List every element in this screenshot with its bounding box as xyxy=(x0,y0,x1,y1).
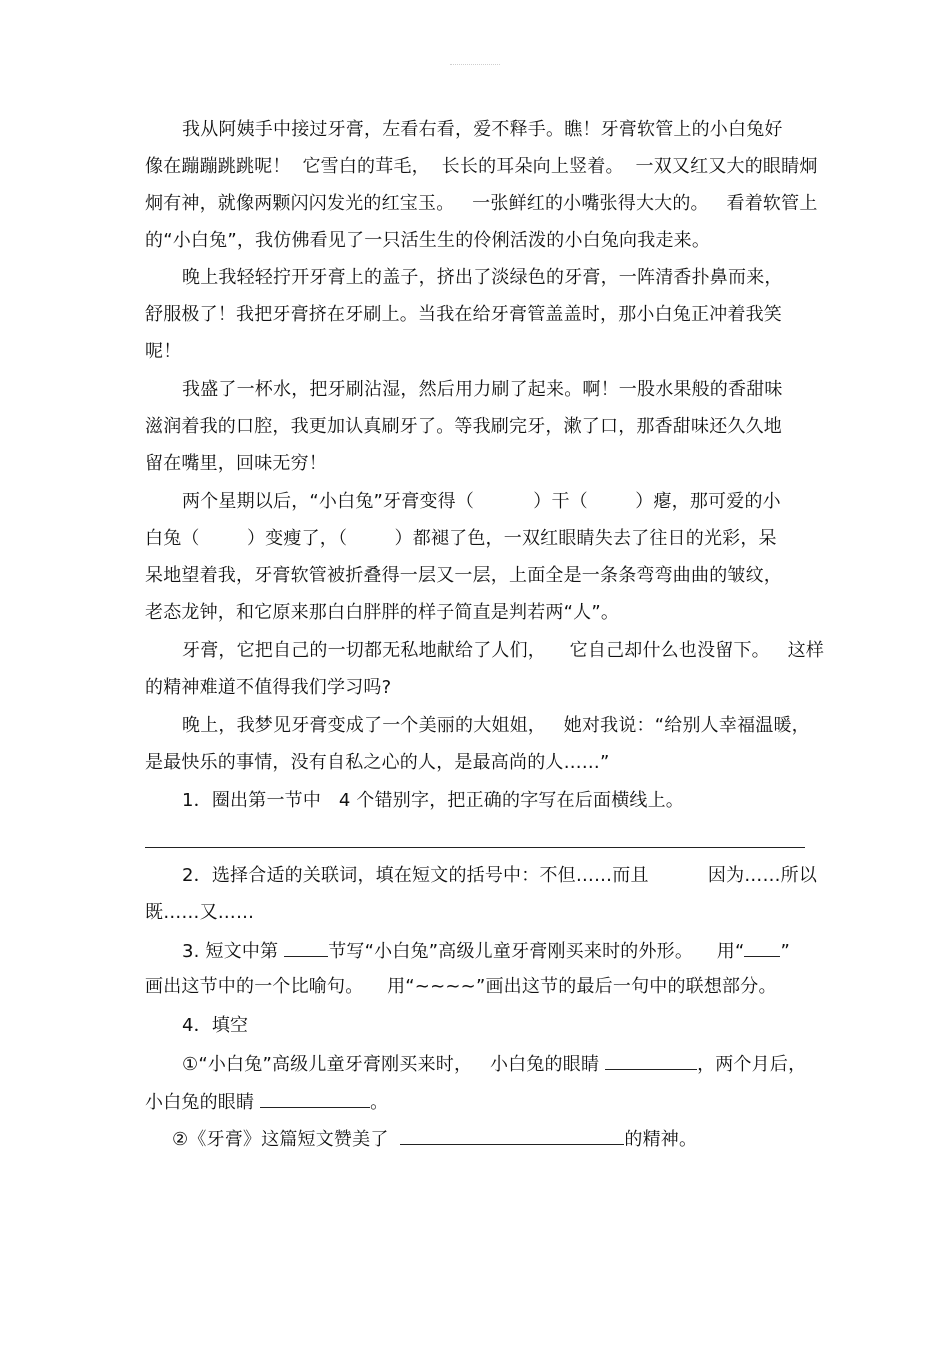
answer-line-q1[interactable] xyxy=(145,847,805,848)
passage-line: 我盛了一杯水，把牙刷沾湿，然后用力刷了起来。啊！一股水果般的香甜味 xyxy=(182,379,783,400)
q4-1-blank-1[interactable] xyxy=(605,1051,697,1070)
passage-line: 的精神难道不值得我们学习吗? xyxy=(145,677,392,698)
passage-line: 晚上，我梦见牙膏变成了一个美丽的大姐姐， 她对我说：“给别人幸福温暖， xyxy=(182,715,810,736)
passage-line: 老态龙钟，和它原来那白白胖胖的样子简直是判若两“人”。 xyxy=(145,602,620,623)
passage-line: 白兔（ ）变瘦了，（ ）都褪了色，一双红眼睛失去了往日的光彩，呆 xyxy=(145,528,777,549)
passage-line: 两个星期以后，“小白兔”牙膏变得（ ）干（ ）瘪，那可爱的小 xyxy=(182,491,781,512)
q4-1-text: 小白兔的眼睛 xyxy=(145,1092,261,1113)
question-4-1-line2 xyxy=(145,1089,388,1115)
question-2-options: 既……又…… xyxy=(145,902,255,923)
q3-text: 节写“小白兔”高级儿童牙膏刚买来时的外形。 用“ xyxy=(328,941,745,962)
q4-2-text: 的精神。 xyxy=(624,1129,698,1150)
passage-line: 像在蹦蹦跳跳呢！ 它雪白的茸毛， 长长的耳朵向上竖着。 一双又红又大的眼睛炯 xyxy=(145,156,818,177)
passage-line: 是最快乐的事情，没有自私之心的人，是最高尚的人……” xyxy=(145,752,610,773)
passage-line: 我从阿姨手中接过牙膏，左看右看，爱不释手。瞧！牙膏软管上的小白兔好 xyxy=(182,119,783,140)
q3-underline-sample xyxy=(744,938,780,957)
question-2: 2．选择合适的关联词，填在短文的括号中：不但……而且 因为……所以 xyxy=(182,865,818,886)
q3-text: 3. 短文中第 xyxy=(182,941,285,962)
passage-line: 的“小白兔”，我仿佛看见了一只活生生的伶俐活泼的小白兔向我走来。 xyxy=(145,230,711,251)
q4-1-text: ①“小白兔”高级儿童牙膏刚买来时， 小白兔的眼睛 xyxy=(182,1054,606,1075)
passage-line: 炯有神，就像两颗闪闪发光的红宝玉。 一张鲜红的小嘴张得大大的。 看着软管上 xyxy=(145,193,818,214)
passage-line: 留在嘴里，回味无穷！ xyxy=(145,453,327,474)
passage-line: 晚上我轻轻拧开牙膏上的盖子，挤出了淡绿色的牙膏，一阵清香扑鼻而来， xyxy=(182,267,783,288)
q4-1-blank-2[interactable] xyxy=(260,1089,370,1108)
question-1: 1．圈出第一节中 4 个错别字，把正确的字写在后面横线上。 xyxy=(182,790,684,811)
question-4-title: 4．填空 xyxy=(182,1015,249,1036)
question-4-1 xyxy=(182,1051,806,1077)
q4-2-text: ②《牙膏》这篇短文赞美了 xyxy=(172,1129,401,1150)
q3-blank[interactable] xyxy=(284,938,328,957)
passage-line: 呢！ xyxy=(145,341,182,362)
q4-1-text: ，两个月后， xyxy=(697,1054,807,1075)
passage-line: 呆地望着我，牙膏软管被折叠得一层又一层，上面全是一条条弯弯曲曲的皱纹， xyxy=(145,565,782,586)
passage-line: 牙膏，它把自己的一切都无私地献给了人们， 它自己却什么也没留下。 这样 xyxy=(182,640,825,661)
q4-2-blank[interactable] xyxy=(400,1126,624,1145)
question-4-2 xyxy=(172,1126,697,1152)
q3-text: ” xyxy=(780,941,791,962)
passage-line: 滋润着我的口腔，我更加认真刷牙了。等我刷完牙，漱了口，那香甜味还久久地 xyxy=(145,416,782,437)
question-3 xyxy=(182,938,790,964)
passage-line: 舒服极了！我把牙膏挤在牙刷上。当我在给牙膏管盖盖时，那小白兔正冲着我笑 xyxy=(145,304,782,325)
q4-1-text: 。 xyxy=(370,1092,389,1113)
question-3-line2: 画出这节中的一个比喻句。 用“~~~~”画出这节的最后一句中的联想部分。 xyxy=(145,976,777,997)
header-mark xyxy=(450,64,500,68)
